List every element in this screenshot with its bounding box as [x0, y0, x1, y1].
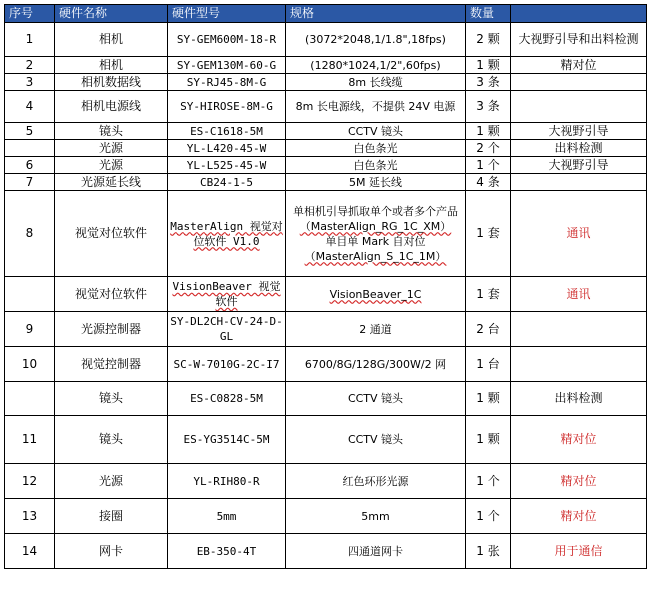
cell-qty: 1 套	[466, 191, 511, 277]
cell-name: 光源延长线	[55, 174, 168, 191]
cell-no: 9	[5, 312, 55, 347]
cell-note: 出料检测	[511, 382, 647, 416]
cell-note: 出料检测	[511, 140, 647, 157]
header-no: 序号	[5, 5, 55, 23]
cell-no	[5, 140, 55, 157]
table-row	[5, 534, 647, 569]
cell-model: 5mm	[168, 499, 286, 534]
cell-qty: 1 颗	[466, 382, 511, 416]
cell-spec: (1280*1024,1/2",60fps)	[286, 57, 466, 74]
cell-qty: 1 颗	[466, 416, 511, 464]
cell-spec: 白色条光	[286, 140, 466, 157]
cell-qty: 1 个	[466, 464, 511, 499]
cell-no: 8	[5, 191, 55, 277]
cell-model: SY-GEM600M-18-R	[168, 23, 286, 57]
cell-no: 1	[5, 23, 55, 57]
table-row	[5, 499, 647, 534]
table-row	[5, 74, 647, 91]
spec-line: （MasterAlign_RG_1C_XM）	[299, 219, 452, 233]
cell-model: SC-W-7010G-2C-I7	[168, 347, 286, 382]
spec-line: 单目单 Mark 自对位	[325, 234, 426, 248]
cell-name: 视觉对位软件	[55, 277, 168, 312]
table-row	[5, 157, 647, 174]
table-row	[5, 416, 647, 464]
cell-note	[511, 312, 647, 347]
cell-note: 精对位	[511, 57, 647, 74]
cell-qty: 2 颗	[466, 23, 511, 57]
table-header-row	[5, 5, 647, 23]
cell-spec: (3072*2048,1/1.8",18fps)	[286, 23, 466, 57]
table-row	[5, 140, 647, 157]
cell-model: ES-YG3514C-5M	[168, 416, 286, 464]
table-row	[5, 91, 647, 123]
table-row	[5, 312, 647, 347]
cell-spec: 6700/8G/128G/300W/2 网	[286, 347, 466, 382]
cell-note: 用于通信	[511, 534, 647, 569]
table-row	[5, 277, 647, 312]
cell-qty: 1 颗	[466, 123, 511, 140]
cell-note	[511, 174, 647, 191]
cell-no: 13	[5, 499, 55, 534]
cell-spec	[286, 277, 466, 312]
cell-model: SY-GEM130M-60-G	[168, 57, 286, 74]
cell-qty: 2 个	[466, 140, 511, 157]
cell-no: 2	[5, 57, 55, 74]
cell-name: 相机	[55, 23, 168, 57]
header-spec: 规格	[286, 5, 466, 23]
cell-name: 光源	[55, 140, 168, 157]
cell-spec: 8m 长电源线，不提供 24V 电源	[286, 91, 466, 123]
cell-name: 视觉控制器	[55, 347, 168, 382]
cell-no: 14	[5, 534, 55, 569]
spec-line: 单相机引导抓取单个或者多个产品	[293, 204, 458, 218]
cell-spec: CCTV 镜头	[286, 416, 466, 464]
cell-model: YL-L525-45-W	[168, 157, 286, 174]
cell-model: YL-RIH80-R	[168, 464, 286, 499]
cell-qty: 4 条	[466, 174, 511, 191]
cell-model: EB-350-4T	[168, 534, 286, 569]
cell-name: 网卡	[55, 534, 168, 569]
cell-name: 相机数据线	[55, 74, 168, 91]
model-text: VisionBeaver 视觉软件	[172, 280, 281, 308]
cell-model	[168, 191, 286, 277]
cell-no: 11	[5, 416, 55, 464]
cell-model	[168, 277, 286, 312]
cell-qty: 1 个	[466, 157, 511, 174]
spec-line: （MasterAlign_S_1C_1M）	[304, 249, 447, 263]
cell-spec	[286, 191, 466, 277]
cell-note: 大视野引导	[511, 123, 647, 140]
cell-note: 大视野引导	[511, 157, 647, 174]
cell-model: ES-C0828-5M	[168, 382, 286, 416]
table-row	[5, 23, 647, 57]
cell-no	[5, 382, 55, 416]
cell-model: ES-C1618-5M	[168, 123, 286, 140]
table-row	[5, 382, 647, 416]
cell-spec: CCTV 镜头	[286, 382, 466, 416]
cell-note: 通讯	[511, 277, 647, 312]
cell-model: YL-L420-45-W	[168, 140, 286, 157]
cell-name: 视觉对位软件	[55, 191, 168, 277]
table-row	[5, 57, 647, 74]
header-note	[511, 5, 647, 23]
table-row	[5, 191, 647, 277]
cell-model: SY-RJ45-8M-G	[168, 74, 286, 91]
cell-note	[511, 347, 647, 382]
cell-no: 4	[5, 91, 55, 123]
cell-qty: 3 条	[466, 91, 511, 123]
cell-spec: 2 通道	[286, 312, 466, 347]
cell-no: 3	[5, 74, 55, 91]
table-row	[5, 123, 647, 140]
cell-spec: 8m 长线缆	[286, 74, 466, 91]
cell-model: SY-HIROSE-8M-G	[168, 91, 286, 123]
cell-qty: 2 台	[466, 312, 511, 347]
cell-model: CB24-1-5	[168, 174, 286, 191]
table-row	[5, 464, 647, 499]
cell-spec: 白色条光	[286, 157, 466, 174]
hardware-table-container	[4, 4, 647, 569]
cell-spec: 5M 延长线	[286, 174, 466, 191]
cell-no	[5, 277, 55, 312]
cell-name: 镜头	[55, 123, 168, 140]
cell-spec: 红色环形光源	[286, 464, 466, 499]
cell-qty: 1 台	[466, 347, 511, 382]
table-row	[5, 174, 647, 191]
header-name: 硬件名称	[55, 5, 168, 23]
cell-note: 精对位	[511, 416, 647, 464]
cell-qty: 1 套	[466, 277, 511, 312]
cell-name: 接圈	[55, 499, 168, 534]
cell-qty: 1 颗	[466, 57, 511, 74]
cell-qty: 1 个	[466, 499, 511, 534]
cell-no: 7	[5, 174, 55, 191]
cell-spec: 四通道网卡	[286, 534, 466, 569]
hardware-spec-table	[4, 4, 647, 569]
cell-name: 相机	[55, 57, 168, 74]
cell-name: 镜头	[55, 382, 168, 416]
model-text: MasterAlign 视觉对位软件 V1.0	[170, 219, 283, 248]
header-qty: 数量	[466, 5, 511, 23]
cell-no: 12	[5, 464, 55, 499]
cell-name: 光源	[55, 464, 168, 499]
cell-note: 通讯	[511, 191, 647, 277]
cell-spec: 5mm	[286, 499, 466, 534]
cell-no: 6	[5, 157, 55, 174]
cell-name: 光源	[55, 157, 168, 174]
cell-note	[511, 91, 647, 123]
table-row	[5, 347, 647, 382]
cell-note: 大视野引导和出料检测	[511, 23, 647, 57]
header-model: 硬件型号	[168, 5, 286, 23]
cell-spec: CCTV 镜头	[286, 123, 466, 140]
cell-qty: 3 条	[466, 74, 511, 91]
cell-note	[511, 74, 647, 91]
cell-name: 相机电源线	[55, 91, 168, 123]
cell-name: 镜头	[55, 416, 168, 464]
cell-no: 10	[5, 347, 55, 382]
cell-model: SY-DL2CH-CV-24-D-GL	[168, 312, 286, 347]
cell-note: 精对位	[511, 464, 647, 499]
cell-name: 光源控制器	[55, 312, 168, 347]
cell-qty: 1 张	[466, 534, 511, 569]
cell-no: 5	[5, 123, 55, 140]
spec-text: VisionBeaver_1C	[329, 287, 422, 301]
cell-note: 精对位	[511, 499, 647, 534]
